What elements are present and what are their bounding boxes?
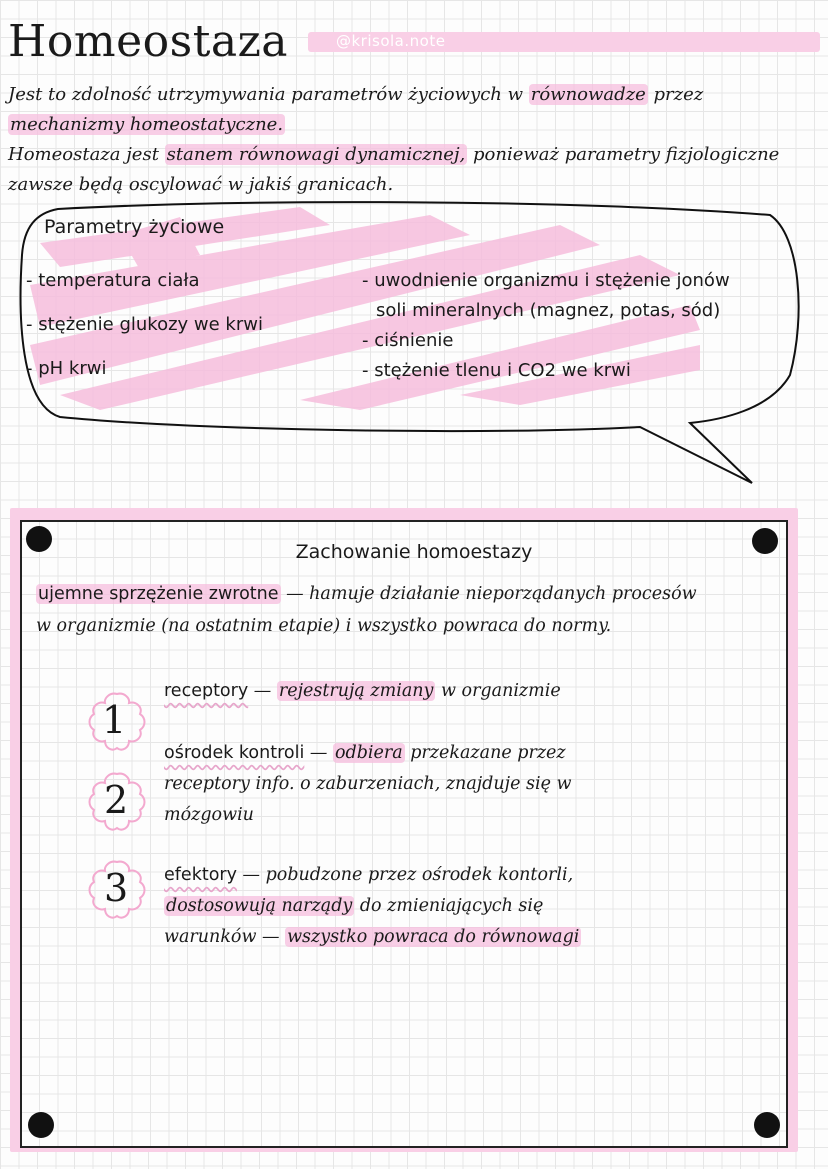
intro-paragraph-2 xyxy=(8,140,808,200)
lead-text-line2: w organizmie (na ostatnim etapie) i wszystko powraca do normy. xyxy=(36,616,612,636)
step-number: 2 xyxy=(104,778,129,822)
step-text-line3: mózgowiu xyxy=(164,805,254,825)
step-number: 1 xyxy=(102,698,127,742)
list-item: - stężenie tlenu i CO2 we krwi xyxy=(362,360,631,381)
list-item: - ciśnienie xyxy=(362,330,454,351)
lead-term: ujemne sprzężenie zwrotne xyxy=(38,584,279,604)
intro-text-segment: przez xyxy=(647,84,704,105)
step-highlight: dostosowują narządy xyxy=(166,896,353,916)
parametry-list-right xyxy=(362,266,730,386)
intro-text-segment: Homeostaza jest xyxy=(8,144,165,165)
section-lead xyxy=(36,578,796,642)
section-title: Zachowanie homoestazy xyxy=(295,541,533,563)
step-highlight: rejestrują zmiany xyxy=(278,681,434,701)
step-text: warunków — xyxy=(164,927,286,947)
intro-text xyxy=(8,80,808,200)
step-term: ośrodek kontroli xyxy=(164,743,305,763)
watermark: @krisola.note xyxy=(336,32,446,50)
intro-text-segment: Jest to zdolność utrzymywania parametrów życiowych w xyxy=(8,84,529,105)
step-text: do zmieniających się xyxy=(354,896,544,916)
step-text-line2: receptory info. o zaburzeniach, znajduje się w xyxy=(164,774,572,794)
step-1 xyxy=(164,676,784,707)
step-number: 3 xyxy=(104,866,129,910)
step-highlight: odbiera xyxy=(334,743,403,763)
intro-highlight: równowadze xyxy=(530,84,646,105)
parametry-list-left xyxy=(26,266,263,398)
step-highlight: wszystko powraca do równowagi xyxy=(287,927,580,947)
list-item: - uwodnienie organizmu i stężenie jonów xyxy=(362,270,730,291)
page-title: Homeostaza xyxy=(8,16,289,67)
step-text: w organizmie xyxy=(435,681,561,701)
step-sep: — xyxy=(304,743,333,763)
intro-paragraph-1 xyxy=(8,80,808,110)
intro-highlight: mechanizmy homeostatyczne. xyxy=(10,114,284,135)
intro-paragraph-1b xyxy=(8,110,808,140)
step-sep: — xyxy=(248,681,277,701)
step-text: przekazane przez xyxy=(404,743,566,763)
list-item: - temperatura ciała xyxy=(26,270,200,291)
list-item: - stężenie glukozy we krwi xyxy=(26,314,263,335)
step-3 xyxy=(164,860,784,953)
intro-highlight: stanem równowagi dynamicznej, xyxy=(166,144,466,165)
intro-text-segment: ponieważ parametry fizjologiczne zawsze będą oscylować w jakiś granicach. xyxy=(8,144,780,195)
step-sep: — xyxy=(236,865,266,885)
list-item: - pH krwi xyxy=(26,358,107,379)
step-term: efektory xyxy=(164,865,237,885)
parametry-title: Parametry życiowe xyxy=(44,216,225,238)
corner-dot-icon xyxy=(754,1112,780,1138)
lead-text: — hamuje działanie nieporządanych procesów xyxy=(280,584,697,604)
list-item: soli mineralnych (magnez, potas, sód) xyxy=(376,300,721,321)
step-2 xyxy=(164,738,784,831)
step-term: receptory xyxy=(164,681,249,701)
corner-dot-icon xyxy=(28,1112,54,1138)
step-text: pobudzone przez ośrodek kontorli, xyxy=(265,865,574,885)
